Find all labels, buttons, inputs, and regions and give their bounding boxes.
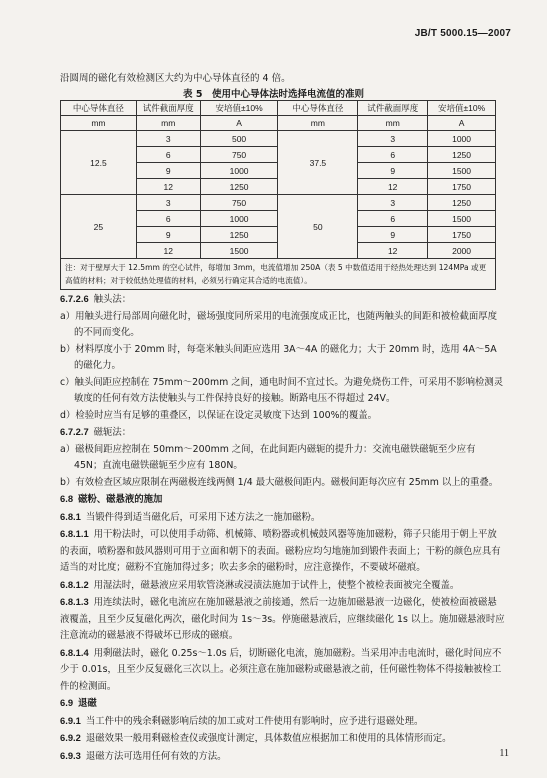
table-cell: 12 bbox=[358, 243, 428, 259]
unit-cell: mm bbox=[61, 116, 137, 131]
intro-line: 沿圆周的磁化有效检测区大约为中心导体直径的 4 倍。 bbox=[60, 73, 291, 84]
section-number: 6.8.1.2 bbox=[60, 578, 89, 590]
table-cell: 3 bbox=[136, 131, 200, 147]
table-cell: 1000 bbox=[200, 211, 278, 227]
table-cell: 750 bbox=[200, 195, 278, 211]
unit-cell: mm bbox=[358, 116, 428, 131]
section-text: 退磁效果一般用剩磁检查仪或强度计测定，具体数值应根据加工和使用的具体情形而定。 bbox=[85, 733, 452, 744]
section-text: 用剩磁法时，磁化 0.25s～1.0s 后，切断磁化电流，施加磁粉。当采用冲击电流时，磁化时间应不少于 0.01s，且至少反复磁化三次以上。必须注意在施加磁粉或磁悬液之前，任何磁性物体不得接触被检工件的检测面。 bbox=[60, 647, 502, 692]
list-item: a）磁极间距应控制在 50mm～200mm 之间，在此间距内磁轭的提升力：交流电磁铁磁轭至少应有 45N；直流电磁铁磁轭至少应有 180N。 bbox=[60, 443, 476, 471]
table-cell: 2000 bbox=[428, 243, 496, 259]
section-6-8-1 bbox=[60, 509, 505, 527]
table-cell: 1250 bbox=[428, 195, 496, 211]
right-diameter-cell: 50 bbox=[278, 195, 358, 259]
section-number: 6.8.1.1 bbox=[60, 528, 89, 539]
unit-cell: mm bbox=[278, 116, 358, 131]
list-item: a）用触头进行局部周向磁化时，磁场强度同所采用的电流强度成正比，也随两触头的间距和被检截面厚度的不同而变化。 bbox=[60, 310, 497, 338]
table-cell: 3 bbox=[358, 131, 428, 147]
section-title: 退磁 bbox=[78, 698, 97, 709]
table-note: 注：对于壁厚大于 12.5mm 的空心试件，每增加 3mm，电流值增加 250A（表 5 中数值适用于经热处理达到 124MPa 或更高值的材料；对于较低热处理值的材料，必须另行确定其合适的电流值）。 bbox=[61, 259, 496, 290]
table-cell: 1750 bbox=[428, 227, 496, 243]
table-cell: 1500 bbox=[428, 163, 496, 179]
list-item: b）材料厚度小于 20mm 时，每毫米触头间距应选用 3A～4A 的磁化力；大于 20mm 时，选用 4A～5A 的磁化力。 bbox=[60, 343, 497, 371]
section-title: 磁粉、磁悬液的施加 bbox=[78, 494, 163, 505]
section-6-8-1-2 bbox=[60, 577, 505, 595]
section-6-9-3 bbox=[60, 748, 505, 766]
section-text: 用连续法时，磁化电流应在施加磁悬液之前接通，然后一边施加磁悬液一边磁化，使被检面被磁悬液覆盖，且至少反复磁化两次，磁化时间为 1s～3s。停施磁悬液后，应继续磁化 1s 以上。施加磁悬液时应注意流动的磁悬液不得破坏已形成的磁痕。 bbox=[60, 597, 505, 641]
table-cell: 1500 bbox=[200, 243, 278, 259]
section-text: 用湿法时，磁悬液应采用软管浇淋或浸渍法施加于试件上，使整个被检表面被完全覆盖。 bbox=[93, 579, 460, 591]
section-number: 6.9.3 bbox=[60, 749, 81, 761]
section-number: 6.7.2.6 bbox=[60, 293, 89, 304]
table-cell: 12 bbox=[136, 243, 200, 259]
table-row bbox=[61, 131, 496, 147]
section-number: 6.9.2 bbox=[60, 732, 81, 743]
table-cell: 500 bbox=[200, 131, 278, 147]
standard-code: JB/T 5000.15—2007 bbox=[414, 28, 511, 39]
table-cell: 750 bbox=[200, 147, 278, 163]
section-number: 6.8 bbox=[60, 493, 74, 504]
col-header: 中心导体直径 bbox=[61, 101, 137, 116]
left-diameter-cell: 25 bbox=[61, 195, 137, 259]
table-cell: 9 bbox=[358, 163, 428, 179]
section-6-8-1-1 bbox=[60, 526, 505, 577]
table-cell: 1250 bbox=[428, 147, 496, 163]
section-6-8 bbox=[60, 491, 505, 509]
page-number: 11 bbox=[499, 748, 509, 759]
list-item: d）检验时应当有足够的重叠区，以保证在设定灵敏度下达到 100%的覆盖。 bbox=[60, 409, 377, 421]
section-6-9 bbox=[60, 695, 505, 713]
section-6-9-1 bbox=[60, 713, 505, 731]
col-header: 安培值±10% bbox=[200, 101, 278, 116]
table-row bbox=[61, 195, 496, 211]
section-title: 磁轭法： bbox=[93, 427, 132, 438]
table-cell: 12 bbox=[358, 179, 428, 195]
current-criteria-table bbox=[60, 100, 496, 290]
body-text bbox=[60, 291, 505, 765]
table-unit-row bbox=[61, 116, 496, 131]
table-cell: 3 bbox=[358, 195, 428, 211]
table-cell: 1750 bbox=[428, 179, 496, 195]
section-text: 当锻件得到适当磁化后，可采用下述方法之一施加磁粉。 bbox=[85, 511, 321, 523]
section-6-7-2-7 bbox=[60, 424, 505, 442]
section-6-9-2 bbox=[60, 730, 505, 748]
table-cell: 1250 bbox=[200, 179, 278, 195]
unit-cell: mm bbox=[136, 116, 200, 131]
unit-cell: A bbox=[428, 116, 496, 131]
table-cell: 9 bbox=[136, 227, 200, 243]
table-cell: 1250 bbox=[200, 227, 278, 243]
table-cell: 1000 bbox=[200, 163, 278, 179]
section-number: 6.8.1 bbox=[60, 510, 81, 522]
table-cell: 1000 bbox=[428, 131, 496, 147]
table-cell: 1500 bbox=[428, 211, 496, 227]
table-cell: 9 bbox=[358, 227, 428, 243]
section-6-8-1-3 bbox=[60, 594, 505, 645]
col-header: 安培值±10% bbox=[428, 101, 496, 116]
section-number: 6.8.1.4 bbox=[60, 646, 89, 658]
section-text: 当工件中的残余剩磁影响后续的加工或对工件使用有影响时，应予进行退磁处理。 bbox=[85, 715, 424, 727]
section-6-8-1-4 bbox=[60, 645, 505, 696]
list-item: b）有效检查区域应限制在两磁极连线两侧 1/4 最大磁极间距内。磁极间距每次应有 25mm 以上的重叠。 bbox=[60, 476, 499, 488]
left-diameter-cell: 12.5 bbox=[61, 131, 137, 195]
section-6-7-2-6 bbox=[60, 291, 505, 309]
col-header: 试件截面厚度 bbox=[136, 101, 200, 116]
right-diameter-cell: 37.5 bbox=[278, 131, 358, 195]
section-number: 6.8.1.3 bbox=[60, 596, 89, 607]
section-number: 6.7.2.7 bbox=[60, 426, 89, 437]
section-number: 6.9.1 bbox=[60, 714, 81, 726]
table-caption: 表 5 使用中心导体法时选择电流值的准则 bbox=[183, 89, 364, 100]
table-cell: 6 bbox=[136, 211, 200, 227]
table-cell: 6 bbox=[358, 147, 428, 163]
table-cell: 6 bbox=[136, 147, 200, 163]
table-cell: 12 bbox=[136, 179, 200, 195]
table-cell: 6 bbox=[358, 211, 428, 227]
section-text: 退磁方法可选用任何有效的方法。 bbox=[85, 750, 227, 762]
section-title: 触头法： bbox=[93, 294, 132, 305]
col-header: 试件截面厚度 bbox=[358, 101, 428, 116]
col-header: 中心导体直径 bbox=[278, 101, 358, 116]
table-cell: 3 bbox=[136, 195, 200, 211]
table-note-row bbox=[61, 259, 496, 290]
unit-cell: A bbox=[200, 116, 278, 131]
section-number: 6.9 bbox=[60, 697, 74, 708]
table-cell: 9 bbox=[136, 163, 200, 179]
section-text: 用干粉法时，可以使用手动筛、机械筛、喷粉器或机械鼓风器等施加磁粉，筛子只能用于朝上平放的表面，喷粉器和鼓风器则可用于立面和朝下的表面。磁粉应均匀地施加到锻件表面上；干粉的颜色应具有适当的对比度；磁粉不宜施加得过多；吹去多余的磁粉时，应注意操作，不要破坏磁痕。 bbox=[60, 529, 501, 573]
list-item: c）触头间距应控制在 75mm～200mm 之间，通电时间不宜过长。为避免烧伤工件，可采用不影响检测灵敏度的任何有效方法使触头与工件保持良好的接触。断路电压不得超过 24V。 bbox=[60, 376, 504, 404]
table-header-row bbox=[61, 101, 496, 116]
